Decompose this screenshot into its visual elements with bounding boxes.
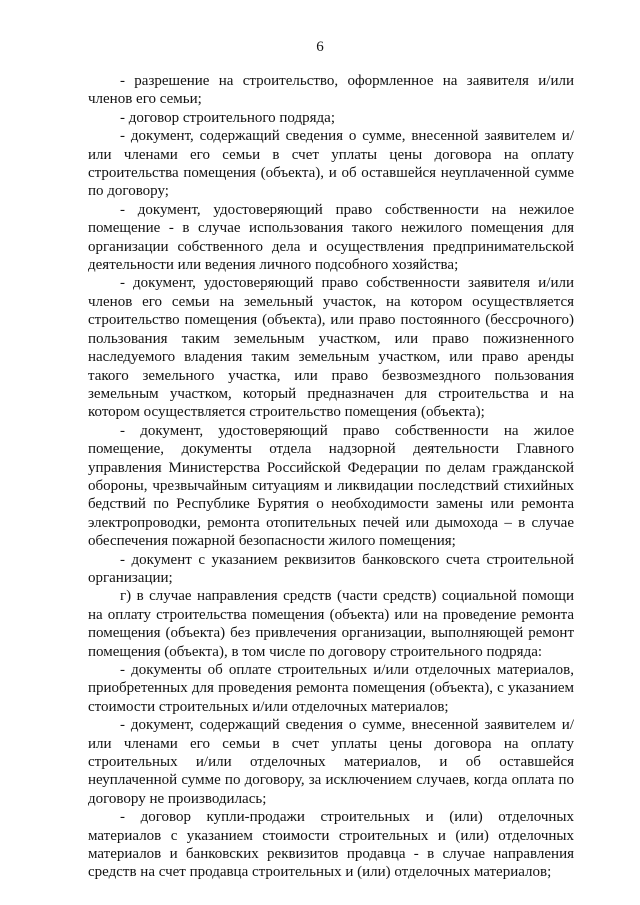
paragraph-fire-safety: - документ, удостоверяющий право собственности на жилое помещение, документы отдела надзорной деятельности Главного управления Министерства Российской Федерации по делам гражданской обороны, чрезвычайным ситуациям и ликвидации последствий стихийных бедствий по Республике Бурятия о необходимости замены или ремонта электропроводки, ремонта отопительных печей или дымохода – в случае обеспечения пожарной безопасности жилого помещения; [88, 422, 574, 550]
paragraph-building-permit: - разрешение на строительство, оформленное на заявителя и/или членов его семьи; [88, 73, 574, 108]
paragraph-materials-payment-info: - документ, содержащий сведения о сумме, внесенной заявителем и/или членами его семьи в счет уплаты цены договора на оплату строительных и/или отделочных материалов, и об оставшейся неуплаченной сумме по договору, за исключением случаев, когда оплата по договору не производилась; [88, 717, 574, 807]
paragraph-construction-contract: - договор строительного подряда; [120, 109, 335, 126]
paragraph-sale-contract: - договор купли-продажи строительных и (или) отделочных материалов с указанием стоимости строительных и (или) отделочных материалов и банковских реквизитов продавца - в случае направления средств на счет продавца строительных и (или) отделочных материалов; [88, 809, 574, 881]
document-body [88, 72, 574, 882]
paragraph-item-g: г) в случае направления средств (части средств) социальной помощи на оплату строительства помещения (объекта) или на проведение ремонта помещения (объекта) без привлечения организации, выполняющей ремонт помещения (объекта), в том числе по договору строительного подряда: [88, 588, 574, 660]
paragraph-payment-info: - документ, содержащий сведения о сумме, внесенной заявителем и/или членами его семьи в счет уплаты цены договора на оплату строительства помещения (объекта), и об оставшейся неуплаченной сумме по договору; [88, 128, 574, 200]
page-number: 6 [316, 39, 324, 55]
paragraph-nonresidential-ownership: - документ, удостоверяющий право собственности на нежилое помещение - в случае использования такого нежилого помещения для организации собственного дела и осуществления предпринимательской деятельности или ведения личного подсобного хозяйства; [88, 201, 574, 274]
paragraph-bank-details: - документ с указанием реквизитов банковского счета строительной организации; [88, 551, 574, 586]
paragraph-materials-payment: - документы об оплате строительных и/или отделочных материалов, приобретенных для проведения ремонта помещения (объекта), с указанием стоимости строительных и/или отделочных материалов; [88, 662, 574, 715]
paragraph-land-ownership: - документ, удостоверяющий право собственности заявителя и/или членов его семьи на земельный участок, на котором осуществляется строительство помещения (объекта), или право постоянного (бессрочного) пользования таким земельным участком, или право пожизненного наследуемого владения таким земельным участком, или право аренды такого земельного участка, или право безвозмездного пользования земельным участком, который предназначен для строительства и на котором осуществляется строительство помещения (объекта); [88, 275, 574, 421]
